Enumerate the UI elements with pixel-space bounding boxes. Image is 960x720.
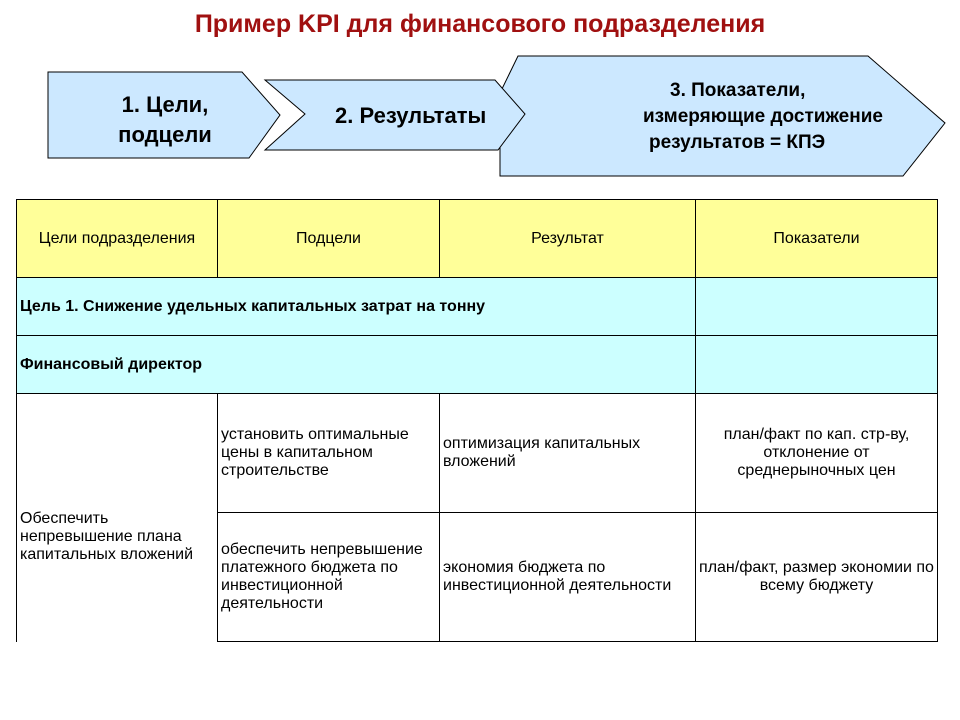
arrow-step3-label [640, 78, 960, 156]
header-goals: Цели подразделения [17, 200, 218, 278]
header-result: Результат [440, 200, 696, 278]
arrow-step3-line2: измеряющие достижение [643, 106, 883, 127]
owner-row-text: Финансовый директор [17, 336, 696, 394]
result-cell: экономия бюджета по инвестиционной деятельности [440, 513, 696, 642]
kpi-table [16, 199, 938, 642]
goal-row-text: Цель 1. Снижение удельных капитальных затрат на тонну [17, 278, 696, 336]
owner-row [17, 336, 938, 394]
goal-description: Обеспечить непревышение плана капитальных вложений [17, 394, 218, 642]
subgoal-cell: обеспечить непревышение платежного бюджета по инвестиционной деятельности [218, 513, 440, 642]
header-subgoals: Подцели [218, 200, 440, 278]
header-indicators: Показатели [696, 200, 938, 278]
arrow-step2-label: 2. Результаты [335, 103, 487, 128]
arrow-step3-line3: результатов = КПЭ [649, 132, 826, 153]
result-cell: оптимизация капитальных вложений [440, 394, 696, 513]
table-row [17, 394, 938, 513]
indicator-cell: план/факт по кап. стр-ву, отклонение от среднерыночных цен [696, 394, 938, 513]
owner-row-empty [696, 336, 938, 394]
goal-row-empty [696, 278, 938, 336]
indicator-cell: план/факт, размер экономии по всему бюджету [696, 513, 938, 642]
arrow-step3-line1: 3. Показатели, [670, 80, 806, 101]
table-header-row [17, 200, 938, 278]
page-title: Пример KPI для финансового подразделения [194, 10, 766, 38]
goal-row [17, 278, 938, 336]
subgoal-cell: установить оптимальные цены в капитальном строительстве [218, 394, 440, 513]
arrow-step1-label: 1. Цели, подцели [118, 92, 212, 147]
